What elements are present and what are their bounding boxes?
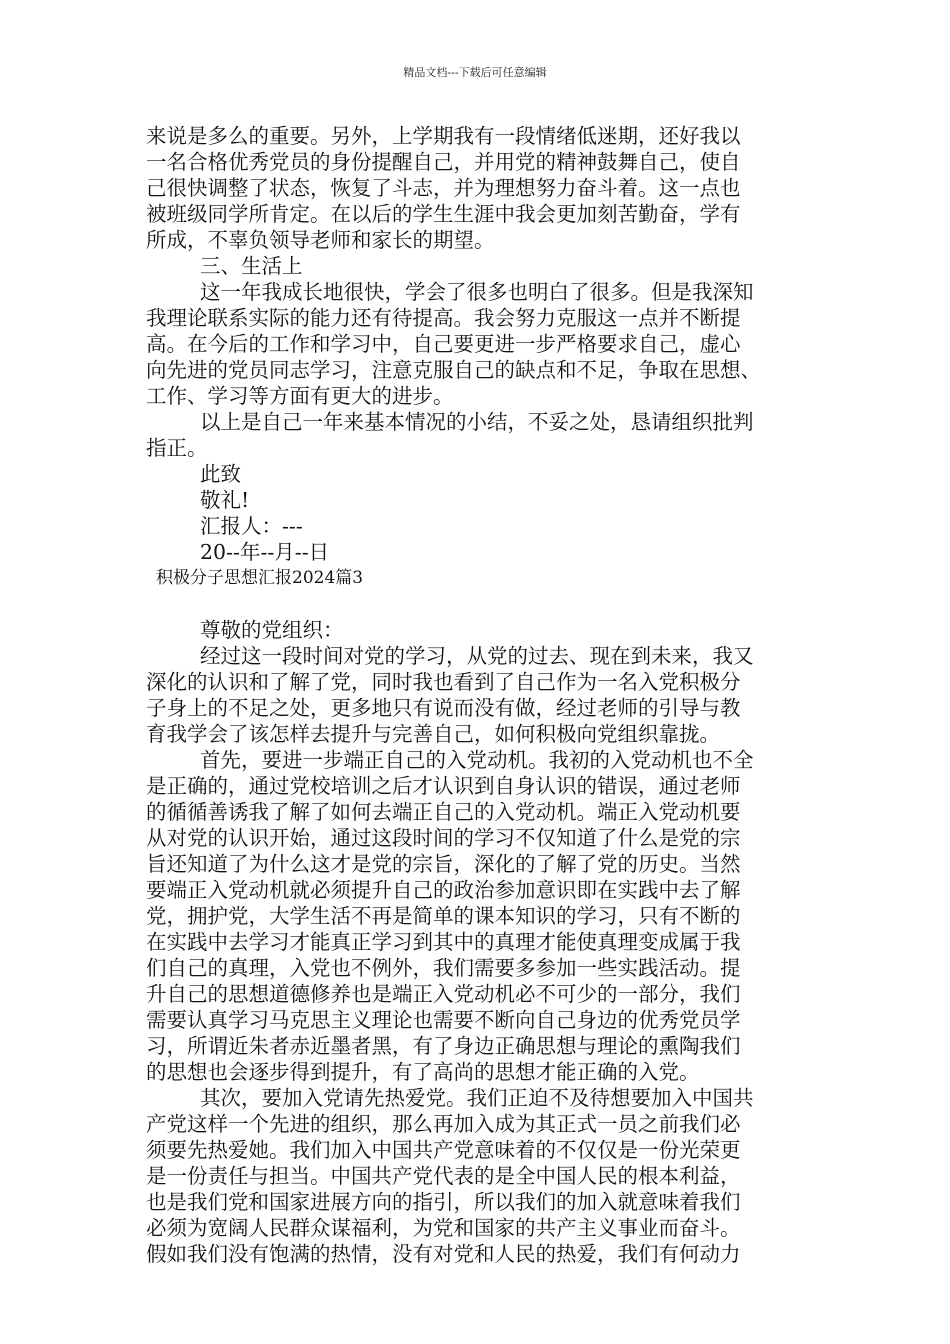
text-line: 是一份责任与担当。中国共产党代表的是全中国人民的根本利益，	[146, 1164, 741, 1188]
text-line: 须要先热爱她。我们加入中国共产党意味着的不仅仅是一份光荣更	[146, 1138, 741, 1162]
text-line: 的循循善诱我了解了如何去端正自己的入党动机。端正入党动机要	[146, 800, 741, 824]
text-line: 尊敬的党组织：	[200, 618, 344, 642]
text-line: 必须为宽阔人民群众谋福利，为党和国家的共产主义事业而奋斗。	[146, 1216, 741, 1240]
text-line: 一名合格优秀党员的身份提醒自己，并用党的精神鼓舞自己，使自	[146, 150, 741, 174]
text-line: 需要认真学习马克思主义理论也需要不断向自己身边的优秀党员学	[146, 1008, 741, 1032]
text-line: 向先进的党员同志学习，注意克服自己的缺点和不足，争取在思想、	[146, 358, 761, 382]
text-line: 三、生活上	[200, 254, 303, 278]
text-line: 敬礼!	[200, 488, 250, 512]
text-line: 以上是自己一年来基本情况的小结，不妥之处，恳请组织批判	[200, 410, 754, 434]
text-line: 此致	[200, 462, 241, 486]
text-line: 汇报人：---	[200, 514, 303, 538]
text-line: 深化的认识和了解了党，同时我也看到了自己作为一名入党积极分	[146, 670, 741, 694]
text-line: 指正。	[146, 436, 208, 460]
text-line: 我理论联系实际的能力还有待提高。我会努力克服这一点并不断提	[146, 306, 741, 330]
text-line: 所成，不辜负领导老师和家长的期望。	[146, 228, 495, 252]
text-line: 工作、学习等方面有更大的进步。	[146, 384, 454, 408]
text-line: 己很快调整了状态，恢复了斗志，并为理想努力奋斗着。这一点也	[146, 176, 741, 200]
text-line: 被班级同学所肯定。在以后的学生生涯中我会更加刻苦勤奋，学有	[146, 202, 741, 226]
text-line: 经过这一段时间对党的学习，从党的过去、现在到未来，我又	[200, 644, 754, 668]
text-line: 从对党的认识开始，通过这段时间的学习不仅知道了什么是党的宗	[146, 826, 741, 850]
section-title: 积极分子思想汇报2024篇3	[156, 568, 364, 588]
blank-line	[146, 591, 808, 617]
text-line: 要端正入党动机就必须提升自己的政治参加意识即在实践中去了解	[146, 878, 741, 902]
text-line: 们自己的真理，入党也不例外，我们需要多参加一些实践活动。提	[146, 956, 741, 980]
text-line: 产党这样一个先进的组织，那么再加入成为其正式一员之前我们必	[146, 1112, 741, 1136]
text-line: 在实践中去学习才能真正学习到其中的真理才能使真理变成属于我	[146, 930, 741, 954]
text-line: 升自己的思想道德修养也是端正入党动机必不可少的一部分，我们	[146, 982, 741, 1006]
text-line: 其次，要加入党请先热爱党。我们正迫不及待想要加入中国共	[200, 1086, 754, 1110]
text-line: 的思想也会逐步得到提升，有了高尚的思想才能正确的入党。	[146, 1060, 700, 1084]
document-body	[146, 123, 808, 1267]
text-line: 子身上的不足之处，更多地只有说而没有做，经过老师的引导与教	[146, 696, 741, 720]
text-line: 也是我们党和国家进展方向的指引，所以我们的加入就意味着我们	[146, 1190, 741, 1214]
text-line: 首先，要进一步端正自己的入党动机。我初的入党动机也不全	[200, 748, 754, 772]
document-part-2	[146, 617, 808, 1267]
text-line: 党，拥护党，大学生活不再是简单的课本知识的学习，只有不断的	[146, 904, 741, 928]
text-line: 高。在今后的工作和学习中，自己要更进一步严格要求自己，虚心	[146, 332, 741, 356]
text-line: 假如我们没有饱满的热情，没有对党和人民的热爱，我们有何动力	[146, 1242, 741, 1266]
text-line: 习，所谓近朱者赤近墨者黑，有了身边正确思想与理论的熏陶我们	[146, 1034, 741, 1058]
text-line: 是正确的，通过党校培训之后才认识到自身认识的错误，通过老师	[146, 774, 741, 798]
document-part-1	[146, 123, 808, 565]
page-header: 精品文档---下载后可任意编辑	[403, 66, 547, 79]
text-line: 旨还知道了为什么这才是党的宗旨，深化的了解了党的历史。当然	[146, 852, 741, 876]
text-line: 20--年--月--日	[200, 540, 330, 564]
text-line: 育我学会了该怎样去提升与完善自己，如何积极向党组织靠拢。	[146, 722, 720, 746]
text-line: 这一年我成长地很快，学会了很多也明白了很多。但是我深知	[200, 280, 754, 304]
text-line: 来说是多么的重要。另外，上学期我有一段情绪低迷期，还好我以	[146, 124, 741, 148]
